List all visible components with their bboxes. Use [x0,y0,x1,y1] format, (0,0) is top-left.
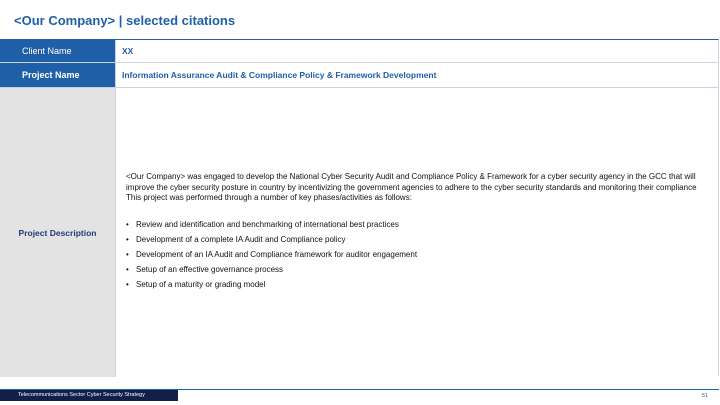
page-title: <Our Company> | selected citations [14,13,236,28]
project-name-value: Information Assurance Audit & Compliance Policy & Framework Development [115,63,719,87]
list-item: • Setup of an effective governance process [126,265,711,276]
list-item: • Setup of a maturity or grading model [126,280,711,291]
activity-list [126,220,711,291]
description-intro: <Our Company> was engaged to develop the National Cyber Security Audit and Compliance Policy & Framework for a cyber security agency in the GCC that will improve the cyber security posture in country by incentivizing the government agencies to adhere to the cyber security standards and monitoring their compliance This project was performed through a number of key phases/activities as follows: [126,172,697,202]
client-name-value: XX [115,40,719,62]
project-description-label: Project Description [0,88,115,377]
project-row [0,63,719,88]
citation-table [0,39,719,376]
list-item: • Review and identification and benchmarking of international best practices [126,220,711,231]
page-number: 51 [701,393,708,399]
project-description-body [115,88,719,377]
footer-tag: Telecommunications Sector Cyber Security Strategy [0,390,178,401]
list-item: • Development of an IA Audit and Compliance framework for auditor engagement [126,250,711,261]
description-row [0,88,719,377]
list-item: • Development of a complete IA Audit and Compliance policy [126,235,711,246]
project-name-label: Project Name [0,63,115,87]
client-name-label: Client Name [0,40,115,62]
client-row [0,40,719,63]
